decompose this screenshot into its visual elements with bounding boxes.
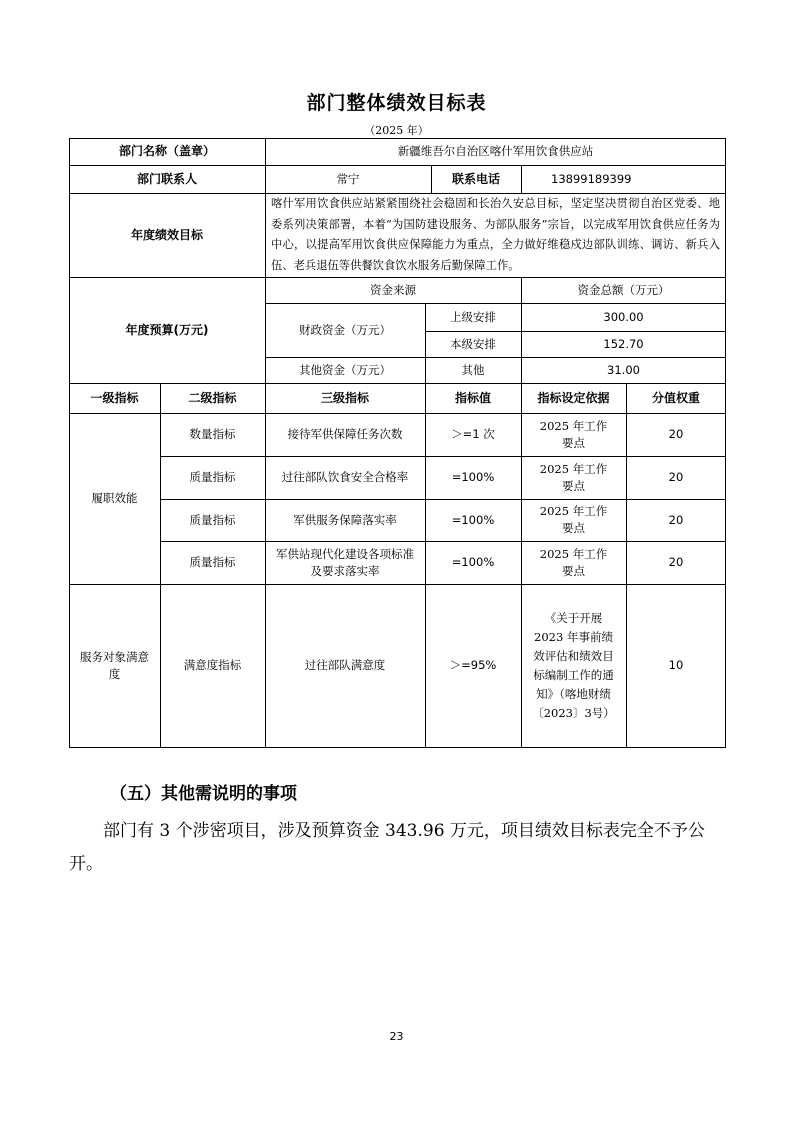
header-value: 指标值: [454, 390, 491, 405]
table-row-3-basis: 2025 年工作要点: [539, 504, 608, 535]
table-row-4-value: =100%: [451, 555, 495, 569]
section-body: 部门有 3 个涉密项目，涉及预算资金 343.96 万元，项目绩效目标表完全不予公开。: [69, 821, 705, 874]
budget-label: 年度预算(万元): [125, 322, 209, 337]
dept-name-label: 部门名称（盖章）: [118, 144, 215, 158]
other-sub-label: 其他: [461, 362, 485, 377]
phone-value: 13899189399: [551, 171, 632, 186]
table-row-4-level3: 军供站现代化建设各项标准及要求落实率: [276, 546, 414, 578]
table-row-4-basis: 2025 年工作要点: [539, 546, 608, 578]
local-allocation-value: 152.70: [603, 336, 644, 351]
satisfaction-level1: 服务对象满意度: [80, 649, 149, 681]
table-row-3-level2: 质量指标: [189, 512, 236, 527]
performance-target-table: [69, 138, 726, 748]
budget-source-header: 资金来源: [370, 282, 416, 297]
other-funds-value: 31.00: [607, 362, 640, 377]
fiscal-funds-label: 财政资金（万元）: [299, 322, 391, 337]
dept-name-value: 新疆维吾尔自治区喀什军用饮食供应站: [397, 144, 594, 158]
table-row-2-weight: 20: [668, 470, 684, 484]
header-level1: 一级指标: [90, 390, 139, 405]
table-row-3-level3: 军供服务保障落实率: [293, 512, 397, 527]
table-row-4-level2: 质量指标: [189, 555, 236, 569]
table-row-1-value: ＞=1 次: [451, 427, 495, 441]
local-allocation-label: 本级安排: [450, 336, 496, 351]
section-heading: （五）其他需说明的事项: [110, 784, 297, 804]
year-label: （2025 年）: [364, 124, 429, 137]
table-row-4-weight: 20: [668, 555, 684, 569]
table-row-1-level2: 数量指标: [189, 427, 236, 441]
satisfaction-value: ＞=95%: [449, 658, 497, 672]
table-row-1-basis: 2025 年工作要点: [539, 418, 608, 450]
perf-group-label: 履职效能: [91, 491, 138, 505]
table-row-2-level2: 质量指标: [189, 470, 236, 484]
upper-allocation-label: 上级安排: [450, 309, 496, 324]
contact-label: 部门联系人: [136, 171, 197, 186]
table-row-2-value: =100%: [451, 470, 495, 484]
table-row-2-basis: 2025 年工作要点: [539, 461, 608, 493]
table-row-1-weight: 20: [668, 427, 684, 441]
satisfaction-level2: 满意度指标: [183, 658, 242, 672]
header-basis: 指标设定依据: [537, 390, 610, 405]
satisfaction-level3: 过往部队满意度: [304, 658, 386, 672]
phone-label: 联系电话: [451, 171, 500, 186]
annual-goal-label: 年度绩效目标: [130, 227, 203, 242]
page-title: 部门整体绩效目标表: [306, 92, 487, 114]
table-row-1-level3: 接待军供保障任务次数: [287, 427, 403, 441]
header-level3: 三级指标: [320, 390, 369, 405]
header-weight: 分值权重: [651, 390, 700, 405]
header-level2: 二级指标: [188, 390, 237, 405]
annual-goal-text: 喀什军用饮食供应站紧紧围绕社会稳固和长治久安总目标，坚定坚决贯彻自治区党委、地委系列决策部署，本着“为国防建设服务、为部队服务”宗旨，以完成军用饮食供应任务为中心，以提高军用饮食供应保障能力为重点，全力做好维稳戍边部队训练、调访、新兵入伍、老兵退伍等供餐饮食饮水服务后勤保障工作。: [271, 197, 720, 272]
table-row-2-level3: 过往部队饮食安全合格率: [281, 470, 409, 484]
upper-allocation-value: 300.00: [603, 309, 644, 324]
table-row-3-weight: 20: [668, 512, 684, 527]
satisfaction-basis: 《关于开展2023 年事前绩效评估和绩效目标编制工作的通知》（喀地财绩〔2023〕3号）: [532, 610, 615, 720]
budget-total-header: 资金总额（万元）: [577, 282, 670, 297]
other-funds-label: 其他资金（万元）: [299, 362, 391, 377]
satisfaction-weight: 10: [668, 658, 684, 672]
page-number: 23: [389, 1030, 404, 1043]
table-row-3-value: =100%: [451, 512, 495, 527]
contact-value: 常宁: [336, 171, 360, 186]
